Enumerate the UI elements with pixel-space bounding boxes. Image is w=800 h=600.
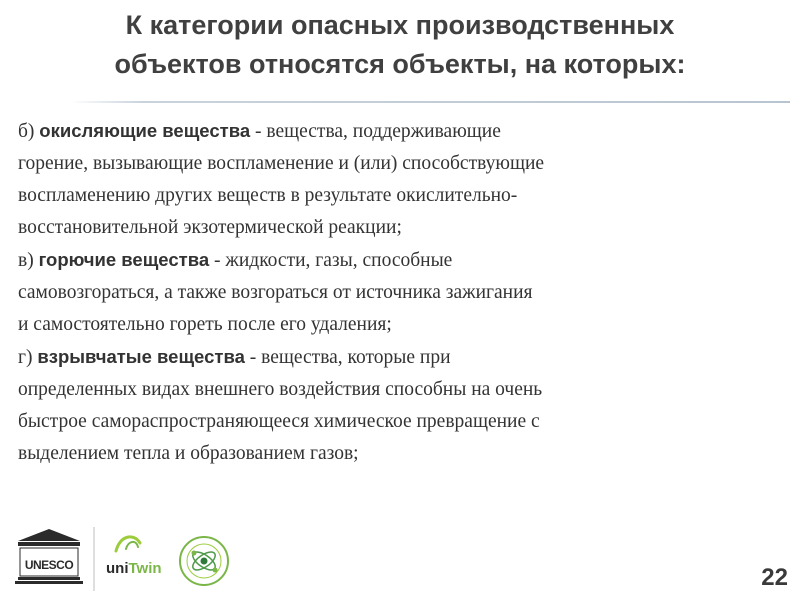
text-line — [18, 341, 778, 374]
green-emblem-icon — [180, 537, 228, 585]
definition-text: - вещества, поддерживающие — [250, 121, 501, 142]
item-letter: г) — [18, 347, 38, 368]
text-line: воспламенению других веществ в результате окислительно- — [18, 185, 518, 206]
item-letter: б) — [18, 121, 40, 142]
slide-title — [0, 6, 800, 84]
text-line: горение, вызывающие воспламенение и (или) способствующие — [18, 153, 545, 174]
unesco-logo-icon — [15, 529, 83, 584]
page-number: 22 — [761, 564, 788, 591]
title-line-1: К категории опасных производственных — [125, 10, 675, 40]
definition-text: - жидкости, газы, способные — [209, 250, 453, 271]
unitwin-logo-icon — [106, 537, 162, 577]
item-letter: в) — [18, 250, 39, 271]
title-divider — [70, 101, 790, 103]
term-explosive-substances: взрывчатые вещества — [37, 346, 245, 367]
text-line: быстрое самораспространяющееся химическое превращение с — [18, 411, 540, 432]
definition-text: - вещества, которые при — [244, 347, 451, 368]
text-line: выделением тепла и образованием газов; — [18, 443, 359, 464]
text-line: самовозгораться, а также возгораться от источника зажигания — [18, 282, 533, 303]
partner-logos — [8, 525, 248, 595]
text-line — [18, 115, 778, 148]
text-line — [18, 244, 778, 277]
term-flammable-substances: горючие вещества — [38, 249, 210, 270]
body-text — [18, 115, 778, 470]
text-line: восстановительной экзотермической реакции; — [18, 217, 402, 238]
text-line: определенных видах внешнего воздействия способны на очень — [18, 379, 543, 400]
text-line: и самостоятельно гореть после его удаления; — [18, 314, 392, 335]
title-line-2: объектов относятся объекты, на которых: — [114, 49, 686, 79]
unitwin-logo-text: uniTwin — [106, 560, 162, 577]
unesco-logo-text: UNESCO — [24, 558, 74, 572]
term-oxidizing-substances: окисляющие вещества — [39, 120, 251, 141]
